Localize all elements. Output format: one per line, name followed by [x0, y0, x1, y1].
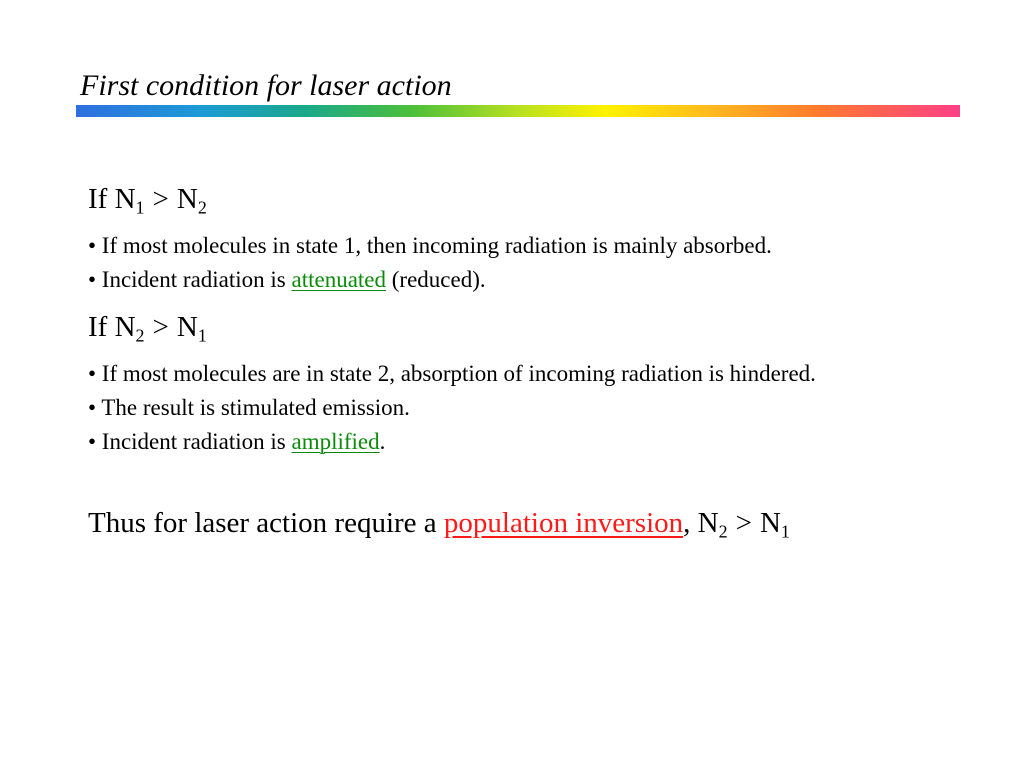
- subscript: 2: [718, 521, 728, 542]
- condition-variable: N: [176, 311, 198, 343]
- condition-prefix: If N: [88, 311, 136, 343]
- greater-than-operator: >: [152, 311, 169, 343]
- bullet-item: • If most molecules are in state 2, absorption of incoming radiation is hindered.: [88, 361, 816, 386]
- attenuated-link[interactable]: attenuated: [291, 267, 387, 292]
- slide-title: First condition for laser action: [80, 69, 452, 102]
- bullet-item: [88, 428, 385, 456]
- subscript: 2: [135, 325, 145, 346]
- bullet-text: (reduced).: [386, 267, 486, 292]
- bullet-item: [88, 266, 486, 294]
- subscript: 1: [197, 325, 207, 346]
- bullet-text: • Incident radiation is: [88, 429, 292, 454]
- greater-than-operator: >: [152, 183, 169, 215]
- title-gradient-bar: [76, 105, 960, 117]
- subscript: 2: [197, 197, 207, 218]
- subscript: 1: [780, 521, 790, 542]
- conclusion-variable: N: [759, 507, 781, 539]
- bullet-text: • Incident radiation is: [88, 267, 292, 292]
- greater-than-operator: >: [735, 507, 752, 539]
- condition-variable: N: [176, 183, 198, 215]
- bullet-item: • If most molecules in state 1, then incoming radiation is mainly absorbed.: [88, 233, 772, 258]
- condition-heading-2: [88, 310, 207, 344]
- bullet-text: .: [379, 429, 386, 454]
- conclusion-text: , N: [683, 507, 719, 539]
- condition-heading-1: [88, 182, 207, 216]
- subscript: 1: [135, 197, 145, 218]
- conclusion-text: Thus for laser action require a: [88, 507, 444, 539]
- bullet-item: • The result is stimulated emission.: [88, 395, 410, 420]
- population-inversion-link[interactable]: population inversion: [443, 507, 684, 539]
- condition-prefix: If N: [88, 183, 136, 215]
- conclusion: [88, 506, 790, 540]
- amplified-link[interactable]: amplified: [291, 429, 380, 454]
